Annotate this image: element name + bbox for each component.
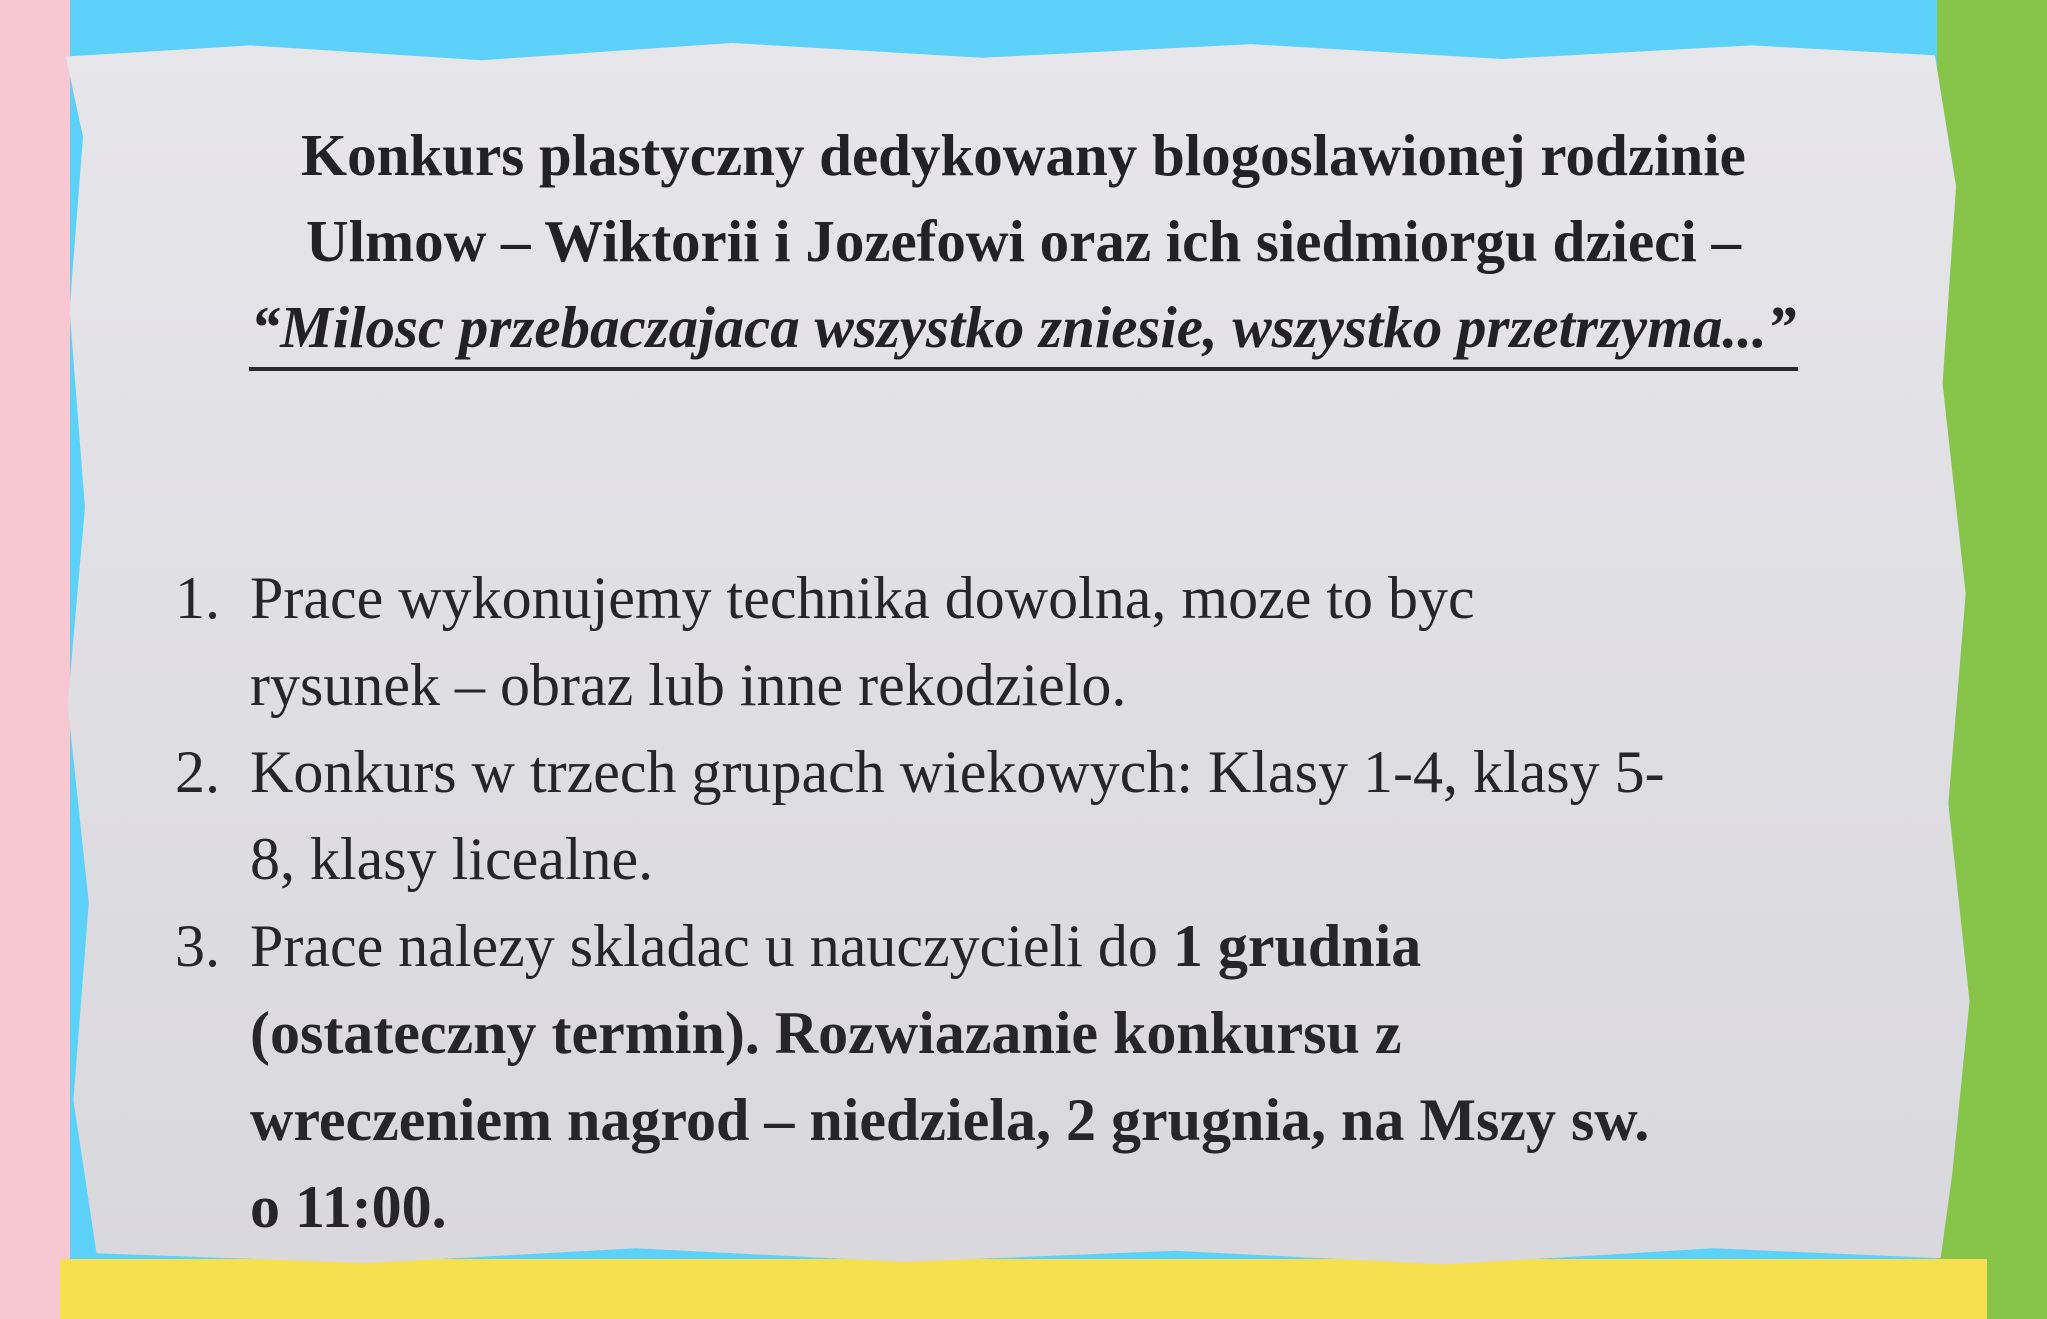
rule-number: 2. <box>175 739 220 805</box>
rule-1-line-1: Prace wykonujemy technika dowolna, moze to byc <box>250 565 1475 631</box>
rule-item-2 <box>175 729 1945 903</box>
contest-motto: “Milosc przebaczajaca wszystko zniesie, wszystko przetrzyma...” <box>249 287 1799 371</box>
heading-line-1: Konkurs plastyczny dedykowany blogoslawionej rodzinie <box>301 122 1746 188</box>
rules-list <box>175 555 1945 1251</box>
rule-1-line-2: rysunek – obraz lub inne rekodzielo. <box>250 652 1127 718</box>
rule-item-1 <box>175 555 1945 729</box>
rule-3-line-2: (ostateczny termin). Rozwiazanie konkursu z <box>250 1000 1402 1066</box>
rule-item-3 <box>175 903 1945 1251</box>
rule-2-line-2: 8, klasy licealne. <box>250 826 654 892</box>
border-bottom-yellow <box>60 1259 1987 1319</box>
rule-3-line-3: wreczeniem nagrod – niedziela, 2 grugnia, na Mszy sw. <box>250 1087 1650 1153</box>
heading-line-2: Ulmow – Wiktorii i Jozefowi oraz ich siedmiorgu dzieci – <box>306 208 1741 274</box>
rule-number: 3. <box>175 913 220 979</box>
rule-3-intro: Prace nalezy skladac u nauczycieli do <box>250 913 1173 979</box>
quote-wrapper <box>0 284 2047 371</box>
rule-3-line-4: o 11:00. <box>250 1174 447 1240</box>
rule-2-line-1: Konkurs w trzech grupach wiekowych: Klasy 1-4, klasy 5- <box>250 739 1665 805</box>
rule-3-deadline: 1 grudnia <box>1172 913 1422 979</box>
contest-heading <box>0 112 2047 371</box>
rule-number: 1. <box>175 565 220 631</box>
